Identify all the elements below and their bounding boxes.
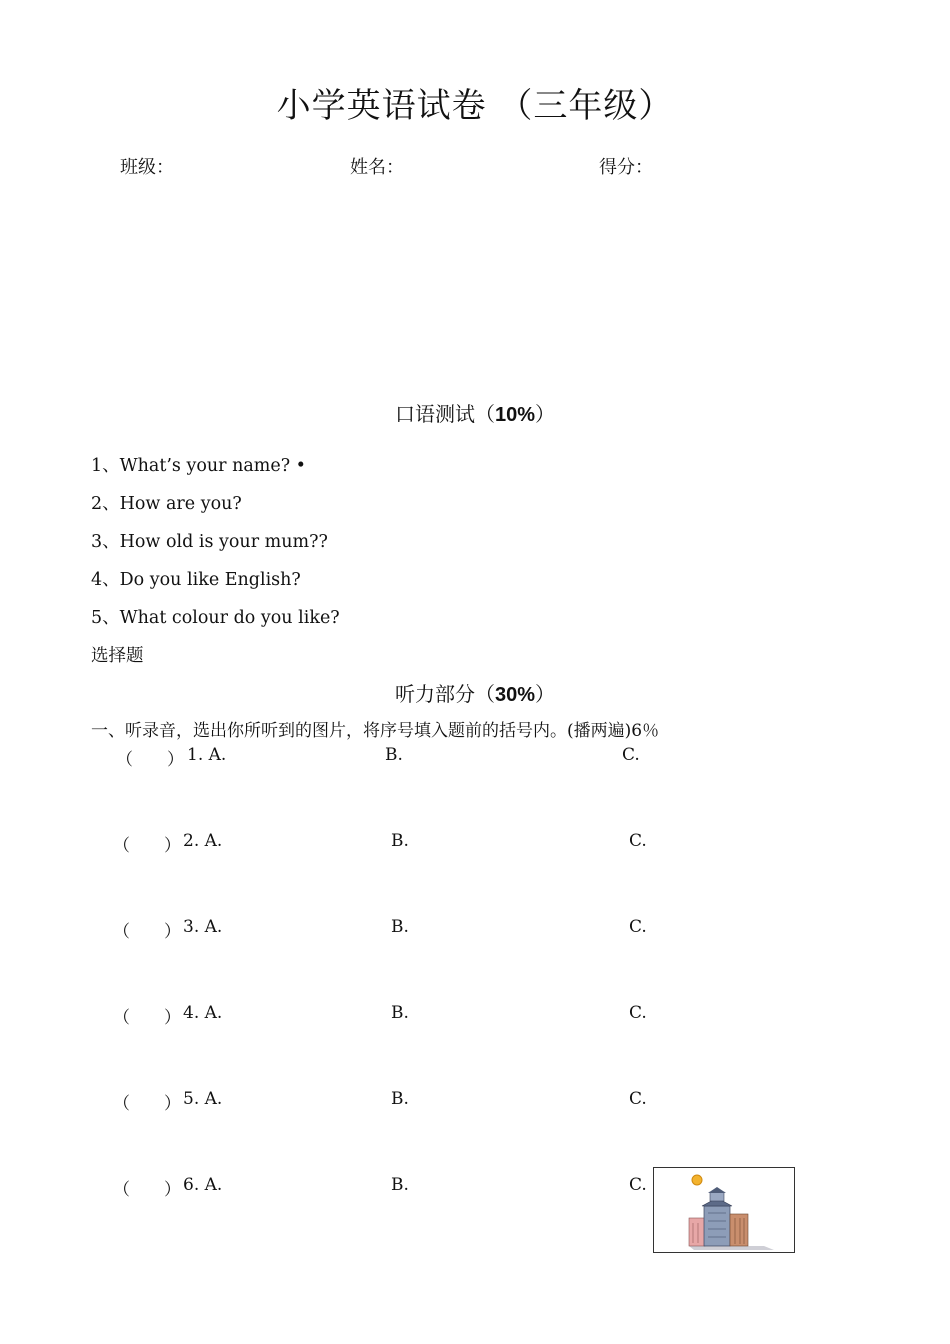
answer-blank[interactable]: （ ） — [113, 1180, 181, 1200]
answer-blank[interactable]: （ ） — [113, 1008, 181, 1028]
answer-blank[interactable]: （ ） — [116, 750, 184, 770]
item-number: 6. A. — [183, 1175, 223, 1195]
oral-question: 4、Do you like English? — [91, 570, 301, 590]
listening-heading-percent: 30% — [494, 684, 536, 706]
listening-heading-close: ） — [535, 682, 556, 706]
option-c-label: C. — [629, 917, 647, 937]
option-b-label: B. — [385, 745, 403, 765]
option-b-label: B. — [391, 1175, 409, 1195]
oral-question: 2、How are you? — [91, 494, 242, 514]
item-number: 5. A. — [183, 1089, 223, 1109]
building-with-sun-icon — [654, 1168, 794, 1252]
page-title: 小学英语试卷 （三年级） — [276, 86, 674, 126]
listening-heading — [0, 678, 950, 707]
building-picture — [653, 1167, 795, 1253]
answer-blank[interactable]: （ ） — [113, 922, 181, 942]
oral-question: 1、What’s your name? • — [91, 456, 307, 476]
option-c-label: C. — [629, 1003, 647, 1023]
choice-section-label: 选择题 — [91, 646, 144, 666]
oral-test-heading — [0, 398, 950, 427]
name-label: 姓名： — [350, 157, 404, 178]
option-c-label: C. — [629, 1089, 647, 1109]
item-number: 2. A. — [183, 831, 223, 851]
option-b-label: B. — [391, 1089, 409, 1109]
listening-instruction: 一、听录音，选出你所听到的图片，将序号填入题前的括号内。(播两遍)6％ — [91, 721, 660, 741]
oral-question: 5、What colour do you like? — [91, 608, 340, 628]
option-b-label: B. — [391, 917, 409, 937]
item-number: 4. A. — [183, 1003, 223, 1023]
listening-heading-text: 听力部分（ — [394, 682, 495, 706]
answer-blank[interactable]: （ ） — [113, 836, 181, 856]
oral-heading-text: 口语测试（ — [394, 402, 495, 426]
score-label: 得分： — [599, 157, 653, 178]
option-b-label: B. — [391, 831, 409, 851]
item-number: 1. A. — [187, 745, 227, 765]
option-c-label: C. — [629, 1175, 647, 1195]
option-c-label: C. — [629, 831, 647, 851]
option-b-label: B. — [391, 1003, 409, 1023]
item-number: 3. A. — [183, 917, 223, 937]
oral-heading-close: ） — [535, 402, 556, 426]
class-label: 班级： — [120, 157, 174, 178]
option-c-label: C. — [622, 745, 640, 765]
answer-blank[interactable]: （ ） — [113, 1094, 181, 1114]
oral-heading-percent: 10% — [494, 404, 536, 426]
oral-question: 3、How old is your mum?? — [91, 532, 328, 552]
